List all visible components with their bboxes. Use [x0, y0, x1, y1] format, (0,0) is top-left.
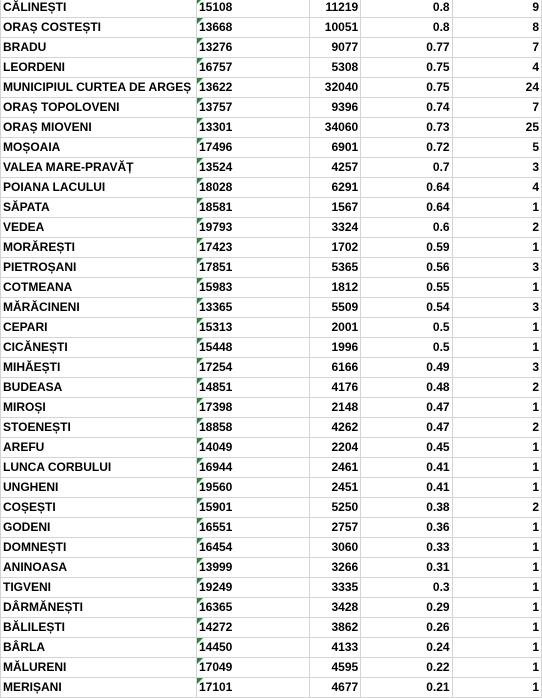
cell-locality-name[interactable]: UNGHENI	[1, 478, 197, 498]
cell-rate[interactable]: 0.48	[361, 378, 452, 398]
cell-population[interactable]: 5509	[310, 298, 361, 318]
cell-count[interactable]: 2	[452, 218, 541, 238]
cell-population[interactable]: 3266	[310, 558, 361, 578]
cell-count[interactable]: 1	[452, 538, 541, 558]
cell-population[interactable]: 2204	[310, 438, 361, 458]
cell-count[interactable]: 1	[452, 278, 541, 298]
cell-count[interactable]: 1	[452, 638, 541, 658]
cell-siruta-code[interactable]: 17049	[196, 658, 309, 678]
cell-rate[interactable]: 0.75	[361, 78, 452, 98]
cell-siruta-code[interactable]: 17851	[196, 258, 309, 278]
cell-count[interactable]: 1	[452, 518, 541, 538]
cell-locality-name[interactable]: MIHĂEȘTI	[1, 358, 197, 378]
cell-locality-name[interactable]: COȘEȘTI	[1, 498, 197, 518]
cell-siruta-code[interactable]: 18858	[196, 418, 309, 438]
cell-locality-name[interactable]: BÂRLA	[1, 638, 197, 658]
cell-rate[interactable]: 0.24	[361, 638, 452, 658]
cell-rate[interactable]: 0.33	[361, 538, 452, 558]
cell-rate[interactable]: 0.64	[361, 178, 452, 198]
cell-siruta-code[interactable]: 15448	[196, 338, 309, 358]
cell-rate[interactable]: 0.29	[361, 598, 452, 618]
cell-population[interactable]: 32040	[310, 78, 361, 98]
cell-siruta-code[interactable]: 13622	[196, 78, 309, 98]
cell-locality-name[interactable]: PIETROȘANI	[1, 258, 197, 278]
cell-population[interactable]: 5250	[310, 498, 361, 518]
cell-population[interactable]: 2461	[310, 458, 361, 478]
cell-locality-name[interactable]: BRADU	[1, 38, 197, 58]
cell-rate[interactable]: 0.26	[361, 618, 452, 638]
table-row	[1, 198, 542, 218]
table-row	[1, 318, 542, 338]
cell-siruta-code[interactable]: 13668	[196, 18, 309, 38]
cell-locality-name[interactable]: CĂLINEȘTI	[1, 0, 197, 18]
table-row	[1, 158, 542, 178]
cell-population[interactable]: 1812	[310, 278, 361, 298]
cell-count[interactable]: 7	[452, 98, 541, 118]
cell-population[interactable]: 4677	[310, 678, 361, 698]
cell-siruta-code[interactable]: 19560	[196, 478, 309, 498]
table-row	[1, 438, 542, 458]
cell-rate[interactable]: 0.72	[361, 138, 452, 158]
table-row	[1, 618, 542, 638]
cell-count[interactable]: 1	[452, 238, 541, 258]
cell-count[interactable]: 7	[452, 38, 541, 58]
cell-count[interactable]: 1	[452, 398, 541, 418]
cell-population[interactable]: 4133	[310, 638, 361, 658]
cell-rate[interactable]: 0.56	[361, 258, 452, 278]
cell-siruta-code[interactable]: 14851	[196, 378, 309, 398]
cell-count[interactable]: 3	[452, 158, 541, 178]
cell-locality-name[interactable]: MIROȘI	[1, 398, 197, 418]
cell-population[interactable]: 5308	[310, 58, 361, 78]
cell-locality-name[interactable]: LUNCA CORBULUI	[1, 458, 197, 478]
cell-rate[interactable]: 0.7	[361, 158, 452, 178]
cell-locality-name[interactable]: DOMNEȘTI	[1, 538, 197, 558]
table-row	[1, 398, 542, 418]
cell-population[interactable]: 3060	[310, 538, 361, 558]
cell-siruta-code[interactable]: 17254	[196, 358, 309, 378]
cell-locality-name[interactable]: MĂRĂCINENI	[1, 298, 197, 318]
cell-locality-name[interactable]: MĂLURENI	[1, 658, 197, 678]
cell-rate[interactable]: 0.5	[361, 338, 452, 358]
cell-siruta-code[interactable]: 17101	[196, 678, 309, 698]
cell-siruta-code[interactable]: 19793	[196, 218, 309, 238]
cell-population[interactable]: 1567	[310, 198, 361, 218]
table-row	[1, 38, 542, 58]
cell-count[interactable]: 1	[452, 318, 541, 338]
cell-locality-name[interactable]: BUDEASA	[1, 378, 197, 398]
table-row	[1, 258, 542, 278]
cell-siruta-code[interactable]: 17496	[196, 138, 309, 158]
table-row	[1, 338, 542, 358]
spreadsheet-body	[1, 0, 542, 698]
cell-rate[interactable]: 0.64	[361, 198, 452, 218]
cell-locality-name[interactable]: MUNICIPIUL CURTEA DE ARGEȘ	[1, 78, 197, 98]
cell-locality-name[interactable]: MOȘOAIA	[1, 138, 197, 158]
cell-locality-name[interactable]: CICĂNEȘTI	[1, 338, 197, 358]
cell-siruta-code[interactable]: 18028	[196, 178, 309, 198]
cell-locality-name[interactable]: STOENEȘTI	[1, 418, 197, 438]
cell-population[interactable]: 4262	[310, 418, 361, 438]
cell-count[interactable]: 9	[452, 0, 541, 18]
cell-rate[interactable]: 0.22	[361, 658, 452, 678]
cell-count[interactable]: 3	[452, 298, 541, 318]
cell-population[interactable]: 6291	[310, 178, 361, 198]
cell-rate[interactable]: 0.31	[361, 558, 452, 578]
cell-count[interactable]: 2	[452, 498, 541, 518]
cell-siruta-code[interactable]: 13999	[196, 558, 309, 578]
table-row	[1, 18, 542, 38]
cell-population[interactable]: 6901	[310, 138, 361, 158]
cell-locality-name[interactable]: VEDEA	[1, 218, 197, 238]
cell-count[interactable]: 1	[452, 478, 541, 498]
cell-siruta-code[interactable]: 14272	[196, 618, 309, 638]
cell-population[interactable]: 9396	[310, 98, 361, 118]
cell-population[interactable]: 2757	[310, 518, 361, 538]
table-row	[1, 118, 542, 138]
table-row	[1, 678, 542, 698]
cell-count[interactable]: 1	[452, 558, 541, 578]
cell-siruta-code[interactable]: 16551	[196, 518, 309, 538]
table-row	[1, 638, 542, 658]
table-row	[1, 218, 542, 238]
cell-siruta-code[interactable]: 13365	[196, 298, 309, 318]
cell-siruta-code[interactable]: 15983	[196, 278, 309, 298]
table-row	[1, 278, 542, 298]
cell-rate[interactable]: 0.41	[361, 458, 452, 478]
cell-rate[interactable]: 0.47	[361, 418, 452, 438]
cell-count[interactable]: 1	[452, 458, 541, 478]
cell-population[interactable]: 2148	[310, 398, 361, 418]
table-row	[1, 138, 542, 158]
cell-population[interactable]: 3862	[310, 618, 361, 638]
cell-locality-name[interactable]: ORAȘ TOPOLOVENI	[1, 98, 197, 118]
cell-count[interactable]: 1	[452, 658, 541, 678]
cell-population[interactable]: 3428	[310, 598, 361, 618]
table-row	[1, 578, 542, 598]
cell-siruta-code[interactable]: 15108	[196, 0, 309, 18]
cell-count[interactable]: 5	[452, 138, 541, 158]
table-row	[1, 78, 542, 98]
cell-population[interactable]: 11219	[310, 0, 361, 18]
cell-rate[interactable]: 0.73	[361, 118, 452, 138]
cell-count[interactable]: 1	[452, 198, 541, 218]
cell-siruta-code[interactable]: 16454	[196, 538, 309, 558]
table-row	[1, 518, 542, 538]
cell-rate[interactable]: 0.5	[361, 318, 452, 338]
cell-count[interactable]: 3	[452, 358, 541, 378]
cell-population[interactable]: 4257	[310, 158, 361, 178]
cell-locality-name[interactable]: LEORDENI	[1, 58, 197, 78]
cell-rate[interactable]: 0.47	[361, 398, 452, 418]
cell-siruta-code[interactable]: 13301	[196, 118, 309, 138]
cell-siruta-code[interactable]: 14450	[196, 638, 309, 658]
table-row	[1, 498, 542, 518]
table-row	[1, 558, 542, 578]
table-row	[1, 58, 542, 78]
cell-count[interactable]: 1	[452, 598, 541, 618]
cell-count[interactable]: 25	[452, 118, 541, 138]
cell-locality-name[interactable]: MERIȘANI	[1, 678, 197, 698]
cell-count[interactable]: 4	[452, 58, 541, 78]
table-row	[1, 178, 542, 198]
cell-locality-name[interactable]: VALEA MARE-PRAVĂȚ	[1, 158, 197, 178]
table-row	[1, 478, 542, 498]
cell-rate[interactable]: 0.54	[361, 298, 452, 318]
cell-rate[interactable]: 0.45	[361, 438, 452, 458]
cell-population[interactable]: 5365	[310, 258, 361, 278]
cell-locality-name[interactable]: SĂPATA	[1, 198, 197, 218]
cell-rate[interactable]: 0.8	[361, 0, 452, 18]
cell-siruta-code[interactable]: 18581	[196, 198, 309, 218]
cell-locality-name[interactable]: AREFU	[1, 438, 197, 458]
cell-rate[interactable]: 0.6	[361, 218, 452, 238]
cell-count[interactable]: 1	[452, 438, 541, 458]
cell-rate[interactable]: 0.49	[361, 358, 452, 378]
cell-siruta-code[interactable]: 16757	[196, 58, 309, 78]
cell-locality-name[interactable]: DÂRMĂNEȘTI	[1, 598, 197, 618]
cell-rate[interactable]: 0.21	[361, 678, 452, 698]
cell-rate[interactable]: 0.3	[361, 578, 452, 598]
table-row	[1, 458, 542, 478]
cell-rate[interactable]: 0.74	[361, 98, 452, 118]
cell-rate[interactable]: 0.38	[361, 498, 452, 518]
cell-locality-name[interactable]: ANINOASA	[1, 558, 197, 578]
cell-count[interactable]: 2	[452, 378, 541, 398]
table-row	[1, 98, 542, 118]
cell-rate[interactable]: 0.41	[361, 478, 452, 498]
table-row	[1, 598, 542, 618]
cell-siruta-code[interactable]: 16944	[196, 458, 309, 478]
cell-locality-name[interactable]: CEPARI	[1, 318, 197, 338]
cell-rate[interactable]: 0.75	[361, 58, 452, 78]
cell-count[interactable]: 1	[452, 578, 541, 598]
cell-siruta-code[interactable]: 15313	[196, 318, 309, 338]
cell-locality-name[interactable]: GODENI	[1, 518, 197, 538]
cell-count[interactable]: 1	[452, 338, 541, 358]
table-row	[1, 358, 542, 378]
cell-locality-name[interactable]: MORĂREȘTI	[1, 238, 197, 258]
cell-locality-name[interactable]: TIGVENI	[1, 578, 197, 598]
cell-siruta-code[interactable]: 15901	[196, 498, 309, 518]
cell-rate[interactable]: 0.55	[361, 278, 452, 298]
cell-population[interactable]: 9077	[310, 38, 361, 58]
cell-population[interactable]: 3324	[310, 218, 361, 238]
cell-count[interactable]: 4	[452, 178, 541, 198]
cell-population[interactable]: 1996	[310, 338, 361, 358]
cell-count[interactable]: 1	[452, 618, 541, 638]
cell-rate[interactable]: 0.36	[361, 518, 452, 538]
cell-siruta-code[interactable]: 13524	[196, 158, 309, 178]
table-row	[1, 658, 542, 678]
cell-siruta-code[interactable]: 16365	[196, 598, 309, 618]
cell-count[interactable]: 1	[452, 678, 541, 698]
cell-population[interactable]: 6166	[310, 358, 361, 378]
cell-population[interactable]: 1702	[310, 238, 361, 258]
cell-siruta-code[interactable]: 19249	[196, 578, 309, 598]
cell-locality-name[interactable]: ORAȘ MIOVENI	[1, 118, 197, 138]
cell-rate[interactable]: 0.77	[361, 38, 452, 58]
table-row	[1, 378, 542, 398]
table-row	[1, 0, 542, 18]
cell-population[interactable]: 34060	[310, 118, 361, 138]
cell-count[interactable]: 8	[452, 18, 541, 38]
cell-locality-name[interactable]: COTMEANA	[1, 278, 197, 298]
cell-population[interactable]: 4176	[310, 378, 361, 398]
cell-population[interactable]: 10051	[310, 18, 361, 38]
cell-population[interactable]: 4595	[310, 658, 361, 678]
cell-rate[interactable]: 0.8	[361, 18, 452, 38]
table-row	[1, 418, 542, 438]
table-row	[1, 538, 542, 558]
cell-locality-name[interactable]: ORAȘ COSTEȘTI	[1, 18, 197, 38]
cell-siruta-code[interactable]: 14049	[196, 438, 309, 458]
cell-siruta-code[interactable]: 13276	[196, 38, 309, 58]
cell-siruta-code[interactable]: 17423	[196, 238, 309, 258]
table-row	[1, 298, 542, 318]
cell-population[interactable]: 3335	[310, 578, 361, 598]
cell-siruta-code[interactable]: 17398	[196, 398, 309, 418]
cell-count[interactable]: 24	[452, 78, 541, 98]
cell-locality-name[interactable]: POIANA LACULUI	[1, 178, 197, 198]
cell-count[interactable]: 3	[452, 258, 541, 278]
cell-siruta-code[interactable]: 13757	[196, 98, 309, 118]
cell-count[interactable]: 2	[452, 418, 541, 438]
cell-locality-name[interactable]: BĂLILEȘTI	[1, 618, 197, 638]
cell-rate[interactable]: 0.59	[361, 238, 452, 258]
cell-population[interactable]: 2451	[310, 478, 361, 498]
table-row	[1, 238, 542, 258]
cell-population[interactable]: 2001	[310, 318, 361, 338]
